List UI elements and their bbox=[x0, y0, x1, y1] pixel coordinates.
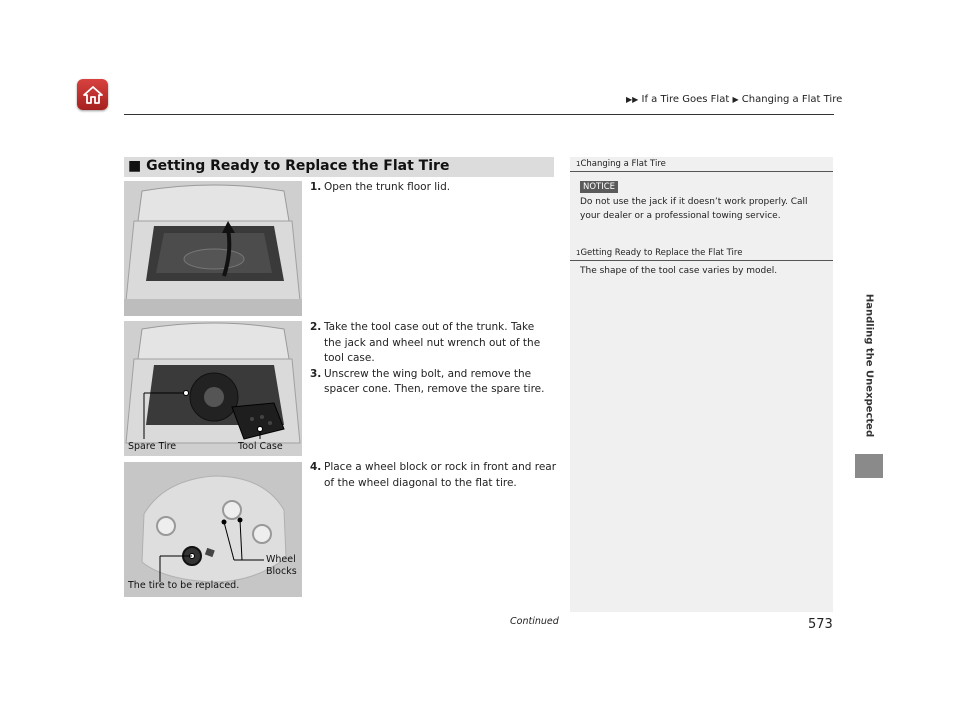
step-number: 2. bbox=[310, 321, 322, 333]
page-number: 573 bbox=[808, 617, 833, 632]
note-ref-icon: 1 bbox=[576, 249, 581, 257]
spare-tire-illustration bbox=[124, 321, 302, 456]
breadcrumb-arrow-icon: ▶▶ bbox=[626, 95, 639, 104]
note-text: Do not use the jack if it doesn’t work properly. Call your dealer or a professional towing service. bbox=[580, 197, 808, 221]
chapter-title: Handling the Unexpected bbox=[863, 293, 875, 438]
step-2-3 bbox=[310, 320, 550, 398]
breadcrumb bbox=[626, 94, 842, 105]
step-text: Unscrew the wing bolt, and remove the spacer cone. Then, remove the spare tire. bbox=[324, 367, 545, 395]
step-number: 4. bbox=[310, 461, 322, 473]
note-getting-ready bbox=[570, 246, 833, 278]
step-4 bbox=[310, 460, 558, 491]
step-text: Take the tool case out of the trunk. Take the jack and wheel nut wrench out of the tool case. bbox=[324, 321, 541, 364]
note-rule bbox=[570, 171, 833, 172]
label-spare-tire: Spare Tire bbox=[128, 441, 177, 452]
step-1 bbox=[310, 180, 550, 196]
label-wheel-blocks-line1: Wheel bbox=[266, 554, 296, 565]
trunk-lid-illustration bbox=[124, 181, 302, 316]
note-ref-icon: 1 bbox=[576, 160, 581, 168]
label-tool-case: Tool Case bbox=[238, 441, 283, 452]
home-button[interactable] bbox=[77, 79, 108, 110]
step-text: Open the trunk floor lid. bbox=[324, 181, 451, 193]
home-icon bbox=[82, 85, 104, 105]
step-number: 1. bbox=[310, 181, 322, 193]
step-text: Place a wheel block or rock in front and rear of the wheel diagonal to the flat tire. bbox=[324, 461, 557, 489]
figure-spare-tire-tool-case bbox=[124, 321, 302, 456]
label-tire-to-replace: The tire to be replaced. bbox=[128, 580, 240, 591]
section-heading bbox=[124, 157, 554, 177]
note-changing-flat-tire bbox=[570, 157, 833, 223]
notes-panel bbox=[570, 157, 833, 612]
note-title[interactable]: 1Changing a Flat Tire bbox=[576, 159, 666, 169]
section-title: Getting Ready to Replace the Flat Tire bbox=[146, 158, 450, 174]
note-title[interactable]: 1Getting Ready to Replace the Flat Tire bbox=[576, 248, 743, 258]
section-marker: ■ bbox=[128, 158, 142, 174]
breadcrumb-link-flat-tire[interactable]: If a Tire Goes Flat bbox=[641, 94, 730, 105]
note-text: The shape of the tool case varies by model. bbox=[580, 266, 778, 276]
label-wheel-blocks bbox=[266, 554, 297, 578]
chapter-side-label bbox=[854, 290, 884, 450]
figure-trunk-floor-lid bbox=[124, 181, 302, 316]
breadcrumb-current[interactable]: Changing a Flat Tire bbox=[741, 94, 843, 105]
label-wheel-blocks-line2: Blocks bbox=[266, 566, 297, 577]
header-rule bbox=[124, 114, 834, 115]
breadcrumb-arrow-icon: ▶ bbox=[732, 95, 739, 104]
continued-label: Continued bbox=[510, 616, 559, 627]
chapter-tab[interactable] bbox=[855, 454, 883, 478]
notice-badge: NOTICE bbox=[580, 181, 618, 193]
step-number: 3. bbox=[310, 367, 322, 380]
